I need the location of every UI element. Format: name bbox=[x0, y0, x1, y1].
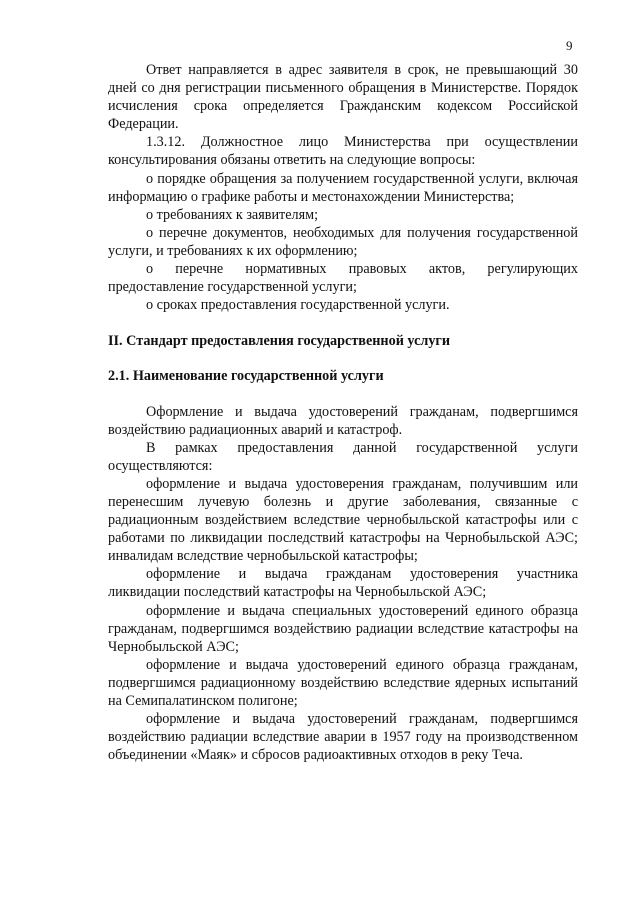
paragraph-mayak: оформление и выдача удостоверений гражданам, подвергшимся воздействию радиации вследствие аварии в 1957 году на производственном объединении «Маяк» и сбросов радиоактивных отходов в реку Теча. bbox=[108, 711, 578, 764]
paragraph-question-documents: о перечне документов, необходимых для получения государственной услуги, и требованиях к их оформлению; bbox=[108, 224, 578, 259]
section-heading: II. Стандарт предоставления государственной услуги bbox=[108, 333, 451, 350]
paragraph-question-procedure: о порядке обращения за получением государственной услуги, включая информацию о графике работы и местонахождении Министерства; bbox=[108, 170, 578, 205]
page-number: 9 bbox=[566, 38, 573, 53]
document-body bbox=[108, 61, 578, 764]
paragraph-question-deadlines: о сроках предоставления государственной услуги. bbox=[146, 297, 450, 314]
subsection-heading: 2.1. Наименование государственной услуги bbox=[108, 368, 384, 385]
paragraph-service-name: Оформление и выдача удостоверений гражданам, подвергшимся воздействию радиационных аварий и катастроф. bbox=[108, 403, 578, 438]
paragraph-question-requirements: о требованиях к заявителям; bbox=[146, 206, 319, 223]
paragraph-response-deadline: Ответ направляется в адрес заявителя в срок, не превышающий 30 дней со дня регистрации письменного обращения в Министерстве. Порядок исчисления срока определяется Гражданским кодексом Российской Федерации. bbox=[108, 62, 578, 133]
paragraph-semipalatinsk: оформление и выдача удостоверений единого образца гражданам, подвергшимся радиационному воздействию вследствие ядерных испытаний на Семипалатинском полигоне; bbox=[108, 656, 578, 709]
paragraph-chernobyl-illness: оформление и выдача удостоверения гражданам, получившим или перенесшим лучевую болезнь и другие заболевания, связанные с радиационным воздействием вследствие чернобыльской катастрофы или с работами по ликвидации последствий катастрофы на Чернобыльской АЭС; инвалидам вследствие чернобыльской катастрофы; bbox=[108, 475, 578, 565]
paragraph-consultation-intro: 1.3.12. Должностное лицо Министерства при осуществлении консультирования обязаны ответить на следующие вопросы: bbox=[108, 134, 578, 169]
paragraph-chernobyl-liquidator: оформление и выдача гражданам удостоверения участника ликвидации последствий катастрофы на Чернобыльской АЭС; bbox=[108, 566, 578, 601]
paragraph-question-legal-acts: о перечне нормативных правовых актов, регулирующих предоставление государственной услуги; bbox=[108, 261, 578, 296]
paragraph-service-scope: В рамках предоставления данной государственной услуги осуществляются: bbox=[108, 439, 578, 474]
paragraph-chernobyl-special: оформление и выдача специальных удостоверений единого образца гражданам, подвергшимся воздействию радиации вследствие катастрофы на Чернобыльской АЭС; bbox=[108, 602, 578, 655]
